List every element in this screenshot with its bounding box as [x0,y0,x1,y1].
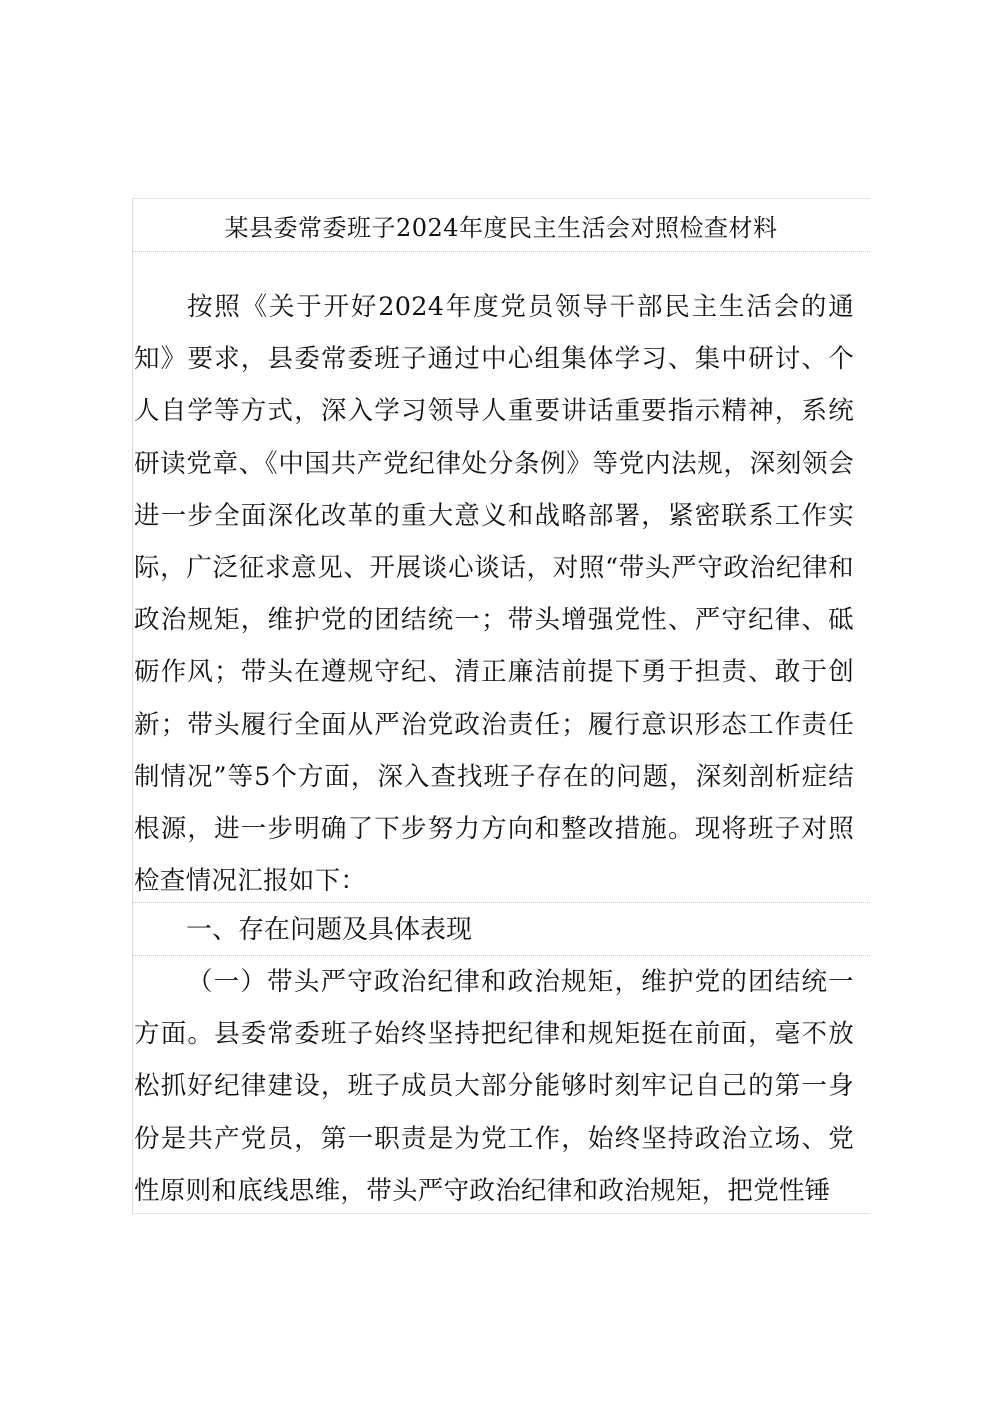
intro-paragraph: 按照《关于开好2024年度党员领导干部民主生活会的通知》要求，县委常委班子通过中心组集体学习、集中研讨、个人自学等方式，深入学习领导人重要讲话重要指示精神，系统研读党章、《中国共产党纪律处分条例》等党内法规，深刻领会进一步全面深化改革的重大意义和战略部署，紧密联系工作实际，广泛征求意见、开展谈心谈话，对照“带头严守政治纪律和政治规矩，维护党的团结统一；带头增强党性、严守纪律、砥砺作风；带头在遵规守纪、清正廉洁前提下勇于担责、敢于创新；带头履行全面从严治党政治责任；履行意识形态工作责任制情况”等5个方面，深入查找班子存在的问题，深刻剖析症结根源，进一步明确了下步努力方向和整改措施。现将班子对照检查情况汇报如下： [134,292,854,897]
sub-section-paragraph: （一）带头严守政治纪律和政治规矩，维护党的团结统一方面。县委常委班子始终坚持把纪律和规矩挺在前面，毫不放松抓好纪律建设，班子成员大部分能够时刻牢记自己的第一身份是共产党员，第一职责是为党工作，始终坚持政治立场、党性原则和底线思维，带头严守政治纪律和政治规矩，把党性锤 [134,967,854,1206]
section-heading: 一、存在问题及具体表现 [186,915,473,945]
divider [132,251,870,252]
document-title: 某县委常委班子2024年度民主生活会对照检查材料 [224,214,778,242]
divider [132,198,870,199]
